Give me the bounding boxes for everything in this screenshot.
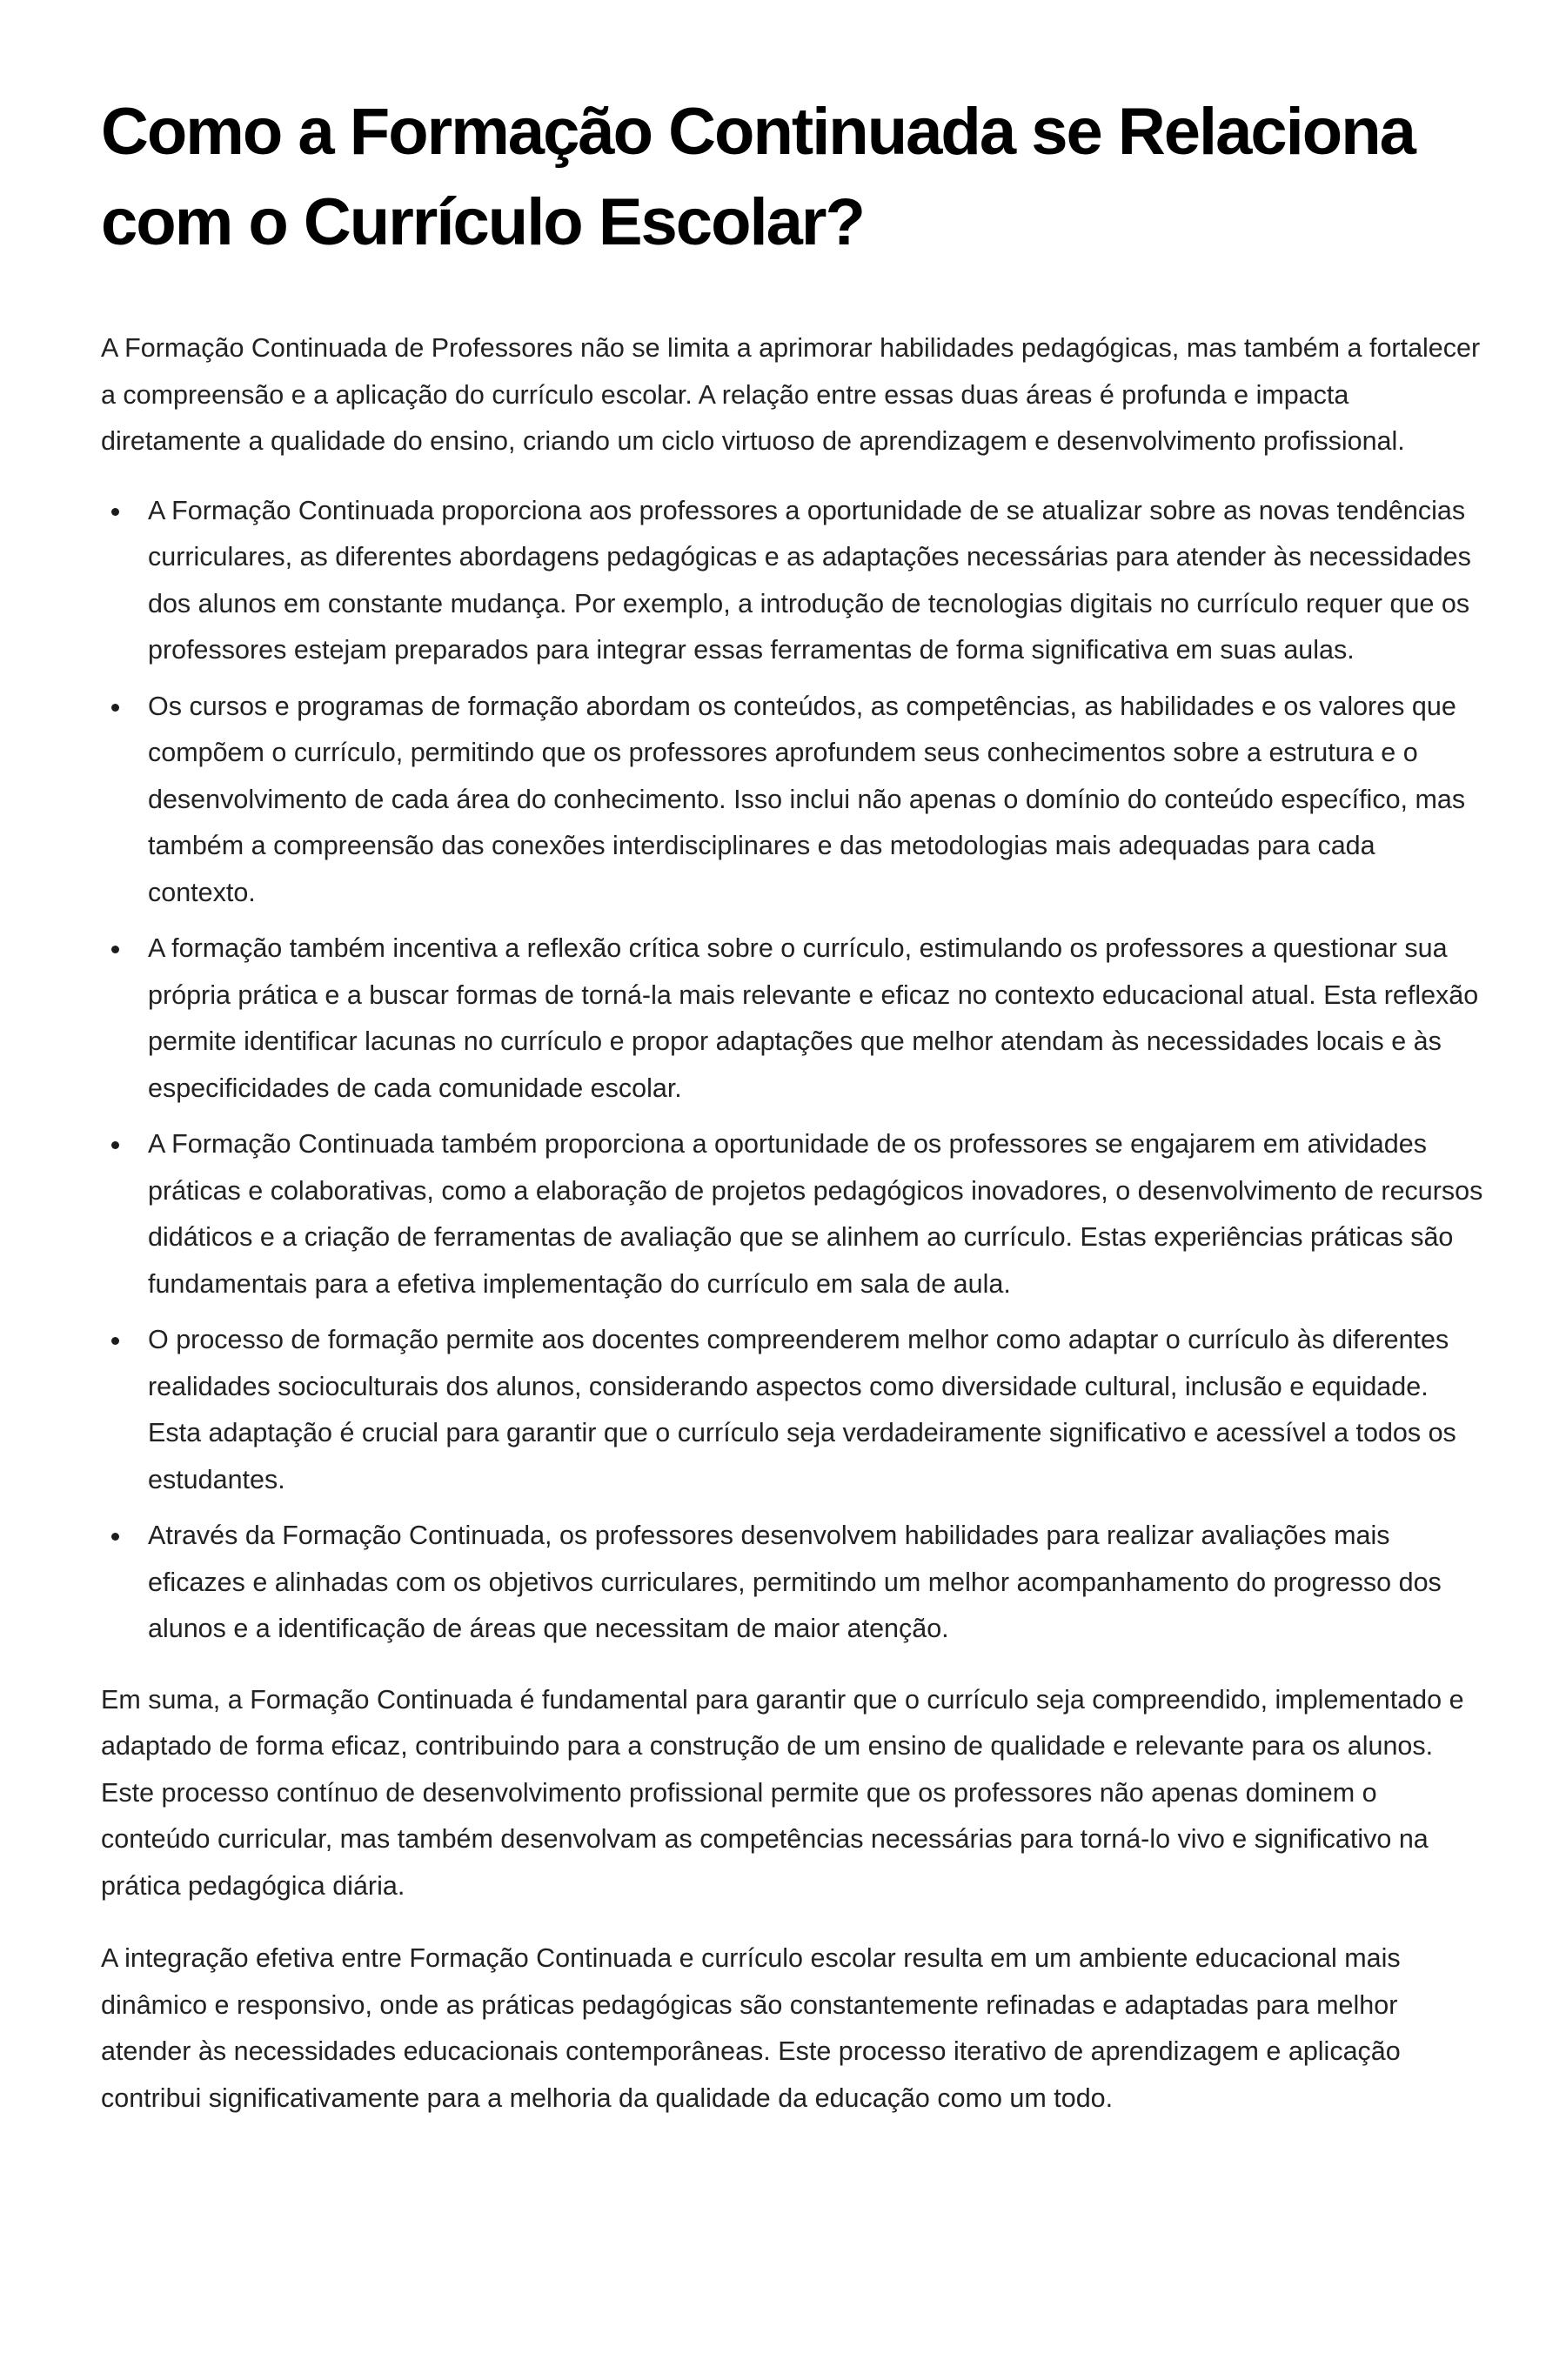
list-item-text: A formação também incentiva a reflexão crítica sobre o currículo, estimulando os professores a questionar sua própria prática e a buscar formas de torná-la mais relevante e eficaz no contexto educacional atual. Esta reflexão permite identificar lacunas no currículo e propor adaptações que melhor atendam às necessidades locais e às especificidades de cada comunidade escolar. bbox=[148, 933, 1479, 1103]
page-title: Como a Formação Continuada se Relaciona com o Currículo Escolar? bbox=[101, 95, 1415, 259]
list-item bbox=[101, 684, 1484, 917]
list-item bbox=[101, 1513, 1484, 1653]
bullet-icon bbox=[111, 1533, 119, 1541]
list-item bbox=[101, 926, 1484, 1112]
bullet-icon bbox=[111, 1337, 119, 1345]
closing-paragraph: A integração efetiva entre Formação Continuada e currículo escolar resulta em um ambiente educacional mais dinâmico e responsivo, onde as práticas pedagógicas são constantemente refinadas e adaptadas para melhor atender às necessidades educacionais contemporâneas. Este processo iterativo de aprendizagem e aplicação contribui significativamente para a melhoria da qualidade da educação como um todo. bbox=[101, 1943, 1401, 2113]
bullet-list bbox=[101, 488, 1484, 1653]
list-item-text: Os cursos e programas de formação abordam os conteúdos, as competências, as habilidades e os valores que compõem o currículo, permitindo que os professores aprofundem seus conhecimentos sobre a estrutura e o desenvolvimento de cada área do conhecimento. Isso inclui não apenas o domínio do conteúdo específico, mas também a compreensão das conexões interdisciplinares e das metodologias mais adequadas para cada contexto. bbox=[148, 691, 1466, 907]
summary-paragraph: Em suma, a Formação Continuada é fundamental para garantir que o currículo seja compreendido, implementado e adaptado de forma eficaz, contribuindo para a construção de um ensino de qualidade e relevante para os alunos. Este processo contínuo de desenvolvimento profissional permite que os professores não apenas dominem o conteúdo curricular, mas também desenvolvam as competências necessárias para torná-lo vivo e significativo na prática pedagógica diária. bbox=[101, 1684, 1464, 1901]
list-item bbox=[101, 1121, 1484, 1307]
list-item bbox=[101, 488, 1484, 674]
bullet-icon bbox=[111, 508, 119, 516]
bullet-icon bbox=[111, 704, 119, 712]
bullet-icon bbox=[111, 946, 119, 953]
document-page bbox=[101, 87, 1484, 2122]
list-item bbox=[101, 1317, 1484, 1503]
list-item-text: A Formação Continuada proporciona aos professores a oportunidade de se atualizar sobre as novas tendências curriculares, as diferentes abordagens pedagógicas e as adaptações necessárias para atender às necessidades dos alunos em constante mudança. Por exemplo, a introdução de tecnologias digitais no currículo requer que os professores estejam preparados para integrar essas ferramentas de forma significativa em suas aulas. bbox=[148, 495, 1471, 665]
intro-paragraph: A Formação Continuada de Professores não se limita a aprimorar habilidades pedagógicas, mas também a fortalecer a compreensão e a aplicação do currículo escolar. A relação entre essas duas áreas é profunda e impacta diretamente a qualidade do ensino, criando um ciclo virtuoso de aprendizagem e desenvolvimento profissional. bbox=[101, 333, 1481, 456]
list-item-text: Através da Formação Continuada, os professores desenvolvem habilidades para realizar avaliações mais eficazes e alinhadas com os objetivos curriculares, permitindo um melhor acompanhamento do progresso dos alunos e a identificação de áreas que necessitam de maior atenção. bbox=[148, 1521, 1442, 1643]
list-item-text: O processo de formação permite aos docentes compreenderem melhor como adaptar o currículo às diferentes realidades socioculturais dos alunos, considerando aspectos como diversidade cultural, inclusão e equidade. Esta adaptação é crucial para garantir que o currículo seja verdadeiramente significativo e acessível a todos os estudantes. bbox=[148, 1325, 1456, 1494]
bullet-icon bbox=[111, 1141, 119, 1149]
list-item-text: A Formação Continuada também proporciona a oportunidade de os professores se engajarem em atividades práticas e colaborativas, como a elaboração de projetos pedagógicos inovadores, o desenvolvimento de recursos didáticos e a criação de ferramentas de avaliação que se alinhem ao currículo. Estas experiências práticas são fundamentais para a efetiva implementação do currículo em sala de aula. bbox=[148, 1129, 1483, 1299]
